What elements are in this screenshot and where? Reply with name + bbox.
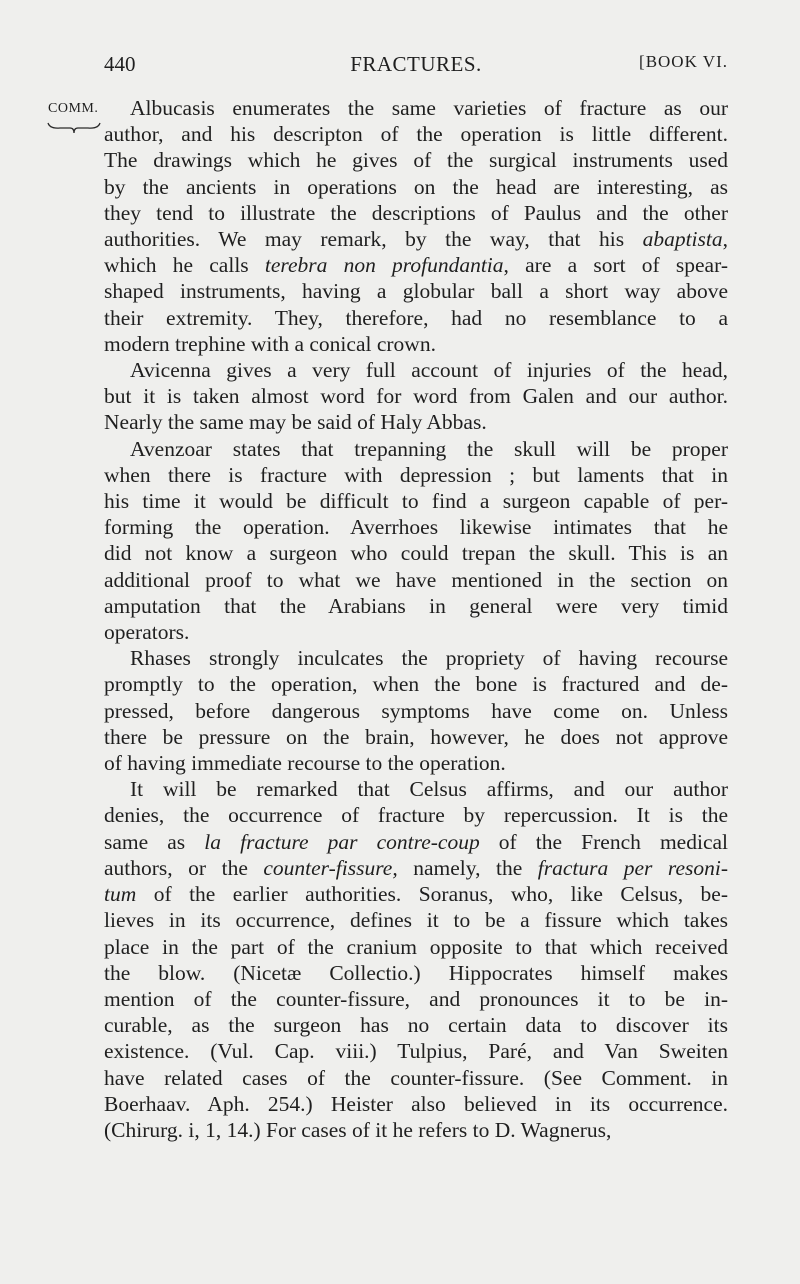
text-line: by the ancients in operations on the head are interesting, as: [104, 174, 728, 199]
text-line: Avenzoar states that trepanning the skull will be proper: [130, 436, 728, 461]
paragraph: [104, 95, 728, 357]
text-line: authors, or the counter-fissure, namely, the fractura per resoni-: [104, 855, 729, 880]
text-line: The drawings which he gives of the surgical instruments used: [104, 148, 728, 173]
text-line: author, and his descripton of the operation is little different.: [104, 122, 728, 147]
text-line: they tend to illustrate the descriptions of Paulus and the other: [104, 200, 728, 225]
text-line: promptly to the operation, when the bone is fractured and de-: [104, 672, 728, 697]
text-line: amputation that the Arabians in general were very timid: [104, 593, 728, 618]
text-line: when there is fracture with depression ; but laments that in: [104, 462, 728, 487]
page-header: [104, 52, 728, 80]
text-line: there be pressure on the brain, however, he does not approve: [104, 724, 728, 749]
running-title: FRACTURES.: [350, 52, 482, 76]
text-line: the blow. (Nicetæ Collectio.) Hippocrates himself makes: [104, 960, 728, 985]
text-line: additional proof to what we have mentioned in the section on: [104, 567, 728, 592]
paragraph: [104, 776, 728, 1143]
text-line: Avicenna gives a very full account of injuries of the head,: [130, 358, 728, 383]
text-line: Boerhaav. Aph. 254.) Heister also believed in its occurrence.: [104, 1091, 728, 1116]
text-line: Nearly the same may be said of Haly Abbas.: [104, 410, 487, 435]
text-line: place in the part of the cranium opposite to that which received: [104, 934, 728, 959]
text-line: Albucasis enumerates the same varieties of fracture as our: [130, 96, 728, 120]
text-line: forming the operation. Averrhoes likewise intimates that he: [104, 515, 728, 540]
text-line: It will be remarked that Celsus affirms, and our author: [130, 777, 728, 802]
text-line: which he calls terebra non profundantia, are a sort of spear-: [104, 253, 728, 278]
margin-label: COMM.: [48, 101, 99, 116]
brace-icon: [46, 120, 102, 134]
paragraph: [104, 645, 728, 776]
text-line: same as la fracture par contre-coup of the French medical: [104, 829, 728, 854]
text-line: but it is taken almost word for word from Galen and our author.: [104, 384, 728, 409]
text-line: tum of the earlier authorities. Soranus, who, like Celsus, be-: [104, 882, 728, 907]
text-line: his time it would be difficult to find a surgeon capable of per-: [104, 489, 728, 514]
text-line: their extremity. They, therefore, had no resemblance to a: [104, 305, 728, 330]
text-line: curable, as the surgeon has no certain data to discover its: [104, 1013, 728, 1038]
text-line: pressed, before dangerous symptoms have come on. Unless: [104, 698, 728, 723]
page-number: 440: [104, 52, 136, 76]
book-reference: [BOOK VI.: [639, 52, 728, 71]
text-line: denies, the occurrence of fracture by repercussion. It is the: [104, 803, 728, 828]
text-line: shaped instruments, having a globular ball a short way above: [104, 279, 728, 304]
text-line: existence. (Vul. Cap. viii.) Tulpius, Paré, and Van Sweiten: [104, 1039, 728, 1064]
text-line: did not know a surgeon who could trepan the skull. This is an: [104, 541, 728, 566]
text-line: (Chirurg. i, 1, 14.) For cases of it he refers to D. Wagnerus,: [104, 1117, 612, 1142]
text-line: mention of the counter-fissure, and pronounces it to be in-: [104, 986, 728, 1011]
paragraph: [104, 357, 728, 436]
body-text: [104, 95, 728, 1143]
text-line: Rhases strongly inculcates the propriety of having recourse: [130, 646, 728, 671]
text-line: lieves in its occurrence, defines it to be a fissure which takes: [104, 908, 728, 933]
text-line: have related cases of the counter-fissure. (See Comment. in: [104, 1065, 728, 1090]
text-line: of having immediate recourse to the operation.: [104, 751, 506, 776]
text-line: operators.: [104, 620, 190, 645]
text-line: authorities. We may remark, by the way, that his abaptista,: [104, 227, 728, 252]
text-line: modern trephine with a conical crown.: [104, 331, 436, 356]
paragraph: [104, 436, 728, 646]
